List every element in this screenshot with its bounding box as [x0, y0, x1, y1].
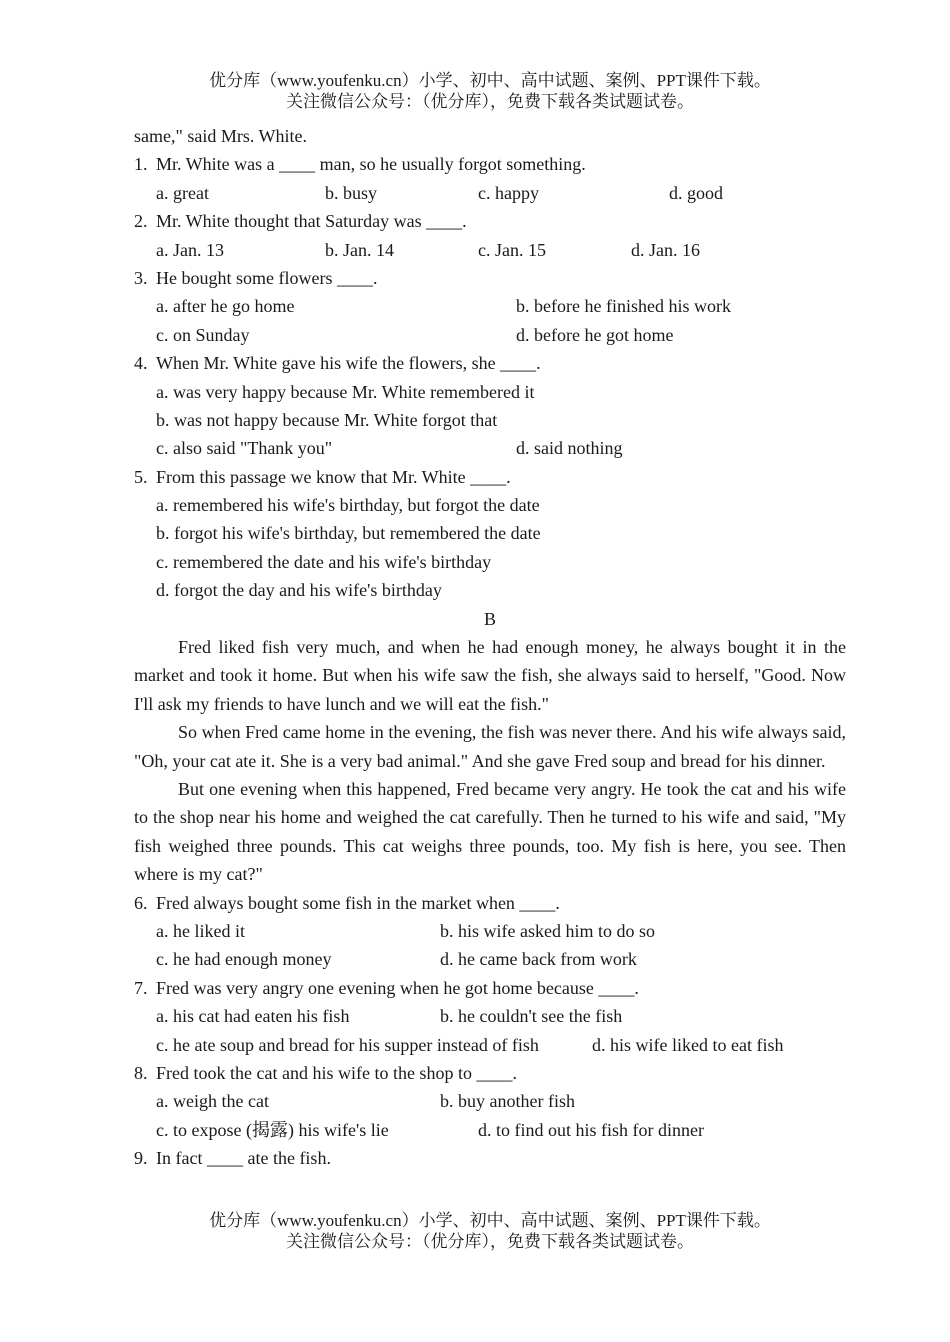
question-text: Mr. White thought that Saturday was ____. [156, 211, 467, 232]
question-4-option-b-line [134, 406, 846, 434]
question-text: Fred always bought some fish in the market when ____. [156, 892, 560, 913]
question-5-option-b-line [134, 519, 846, 547]
option-c: c. on Sunday [156, 324, 250, 345]
option-b: b. forgot his wife's birthday, but remembered the date [156, 523, 541, 544]
option-d: d. said nothing [516, 438, 623, 459]
question-3 [134, 264, 846, 292]
option-c: c. also said "Thank you" [156, 438, 333, 459]
question-number: 3. [134, 267, 148, 288]
option-d: d. good [669, 182, 723, 203]
option-b: b. was not happy because Mr. White forgot that [156, 409, 498, 430]
question-6-options-cd [134, 945, 846, 973]
option-b: b. busy [325, 182, 378, 203]
question-text: Mr. White was a ____ man, so he usually forgot something. [156, 154, 586, 175]
option-a: a. after he go home [156, 296, 295, 317]
option-b: b. his wife asked him to do so [440, 921, 655, 942]
question-3-options-cd [134, 321, 846, 349]
question-4-option-a-line [134, 378, 846, 406]
passage-paragraph-3: But one evening when this happened, Fred became very angry. He took the cat and his wife to the shop near his home and weighed the cat carefully. Then he turned to his wife and said, "My fish weighed three pounds. This cat weighs three pounds, too. My fish is here, you see. Then where is my cat?" [134, 779, 846, 885]
question-number: 5. [134, 466, 148, 487]
option-d: d. he came back from work [440, 949, 637, 970]
option-b: b. before he finished his work [516, 296, 731, 317]
question-text: Fred took the cat and his wife to the shop to ____. [156, 1063, 517, 1084]
question-number: 8. [134, 1063, 148, 1084]
question-number: 4. [134, 353, 148, 374]
option-b: b. buy another fish [440, 1091, 575, 1112]
option-d: d. his wife liked to eat fish [592, 1034, 784, 1055]
document-body [134, 122, 846, 1173]
option-d: d. Jan. 16 [631, 239, 700, 260]
question-5-option-d-line [134, 576, 846, 604]
option-c: c. to expose (揭露) his wife's lie [156, 1119, 389, 1140]
intro-line: same," said Mrs. White. [134, 126, 307, 146]
option-b: b. he couldn't see the fish [440, 1006, 623, 1027]
question-7-options-cd [134, 1031, 846, 1059]
option-a: a. he liked it [156, 921, 245, 942]
question-7 [134, 974, 846, 1002]
page-footer-line-2: 关注微信公众号：（优分库），免费下载各类试题试卷。 [286, 1232, 694, 1251]
question-text: In fact ____ ate the fish. [156, 1148, 331, 1169]
option-d: d. before he got home [516, 324, 674, 345]
option-a: a. his cat had eaten his fish [156, 1006, 350, 1027]
option-a: a. great [156, 182, 209, 203]
question-3-options-ab [134, 292, 846, 320]
option-a: a. weigh the cat [156, 1091, 269, 1112]
question-number: 9. [134, 1148, 148, 1169]
question-5-option-a-line [134, 491, 846, 519]
option-b: b. Jan. 14 [325, 239, 394, 260]
question-4-options-cd [134, 434, 846, 462]
option-c: c. remembered the date and his wife's birthday [156, 551, 492, 572]
page-footer-line-1: 优分库（www.youfenku.cn）小学、初中、高中试题、案例、PPT课件下载。 [209, 1211, 771, 1230]
question-2-options [134, 236, 846, 264]
question-number: 2. [134, 211, 148, 232]
question-text: From this passage we know that Mr. White ____. [156, 466, 511, 487]
option-c: c. Jan. 15 [478, 239, 546, 260]
page-header-line-2: 关注微信公众号：（优分库），免费下载各类试题试卷。 [286, 92, 694, 111]
question-6-options-ab [134, 917, 846, 945]
question-7-options-ab [134, 1002, 846, 1030]
question-number: 1. [134, 154, 148, 175]
question-5 [134, 463, 846, 491]
option-c: c. he had enough money [156, 949, 332, 970]
question-number: 6. [134, 892, 148, 913]
passage-paragraph-1: Fred liked fish very much, and when he had enough money, he always bought it in the market and took it home. But when his wife saw the fish, she always said to herself, "Good. Now I'll ask my friends to have lunch and we will eat the fish." [134, 637, 846, 714]
option-a: a. was very happy because Mr. White remembered it [156, 381, 535, 402]
question-8-options-cd [134, 1116, 846, 1144]
question-2 [134, 207, 846, 235]
option-d: d. forgot the day and his wife's birthday [156, 580, 442, 601]
question-text: He bought some flowers ____. [156, 267, 378, 288]
question-4 [134, 349, 846, 377]
option-a: a. Jan. 13 [156, 239, 224, 260]
option-a: a. remembered his wife's birthday, but forgot the date [156, 495, 540, 516]
question-6 [134, 889, 846, 917]
option-d: d. to find out his fish for dinner [478, 1119, 704, 1140]
option-c: c. he ate soup and bread for his supper instead of fish [156, 1034, 539, 1055]
section-b-title: B [483, 608, 496, 629]
question-5-option-c-line [134, 548, 846, 576]
question-8 [134, 1059, 846, 1087]
question-number: 7. [134, 977, 148, 998]
question-9 [134, 1144, 846, 1172]
question-1-options [134, 179, 846, 207]
page-header-line-1: 优分库（www.youfenku.cn）小学、初中、高中试题、案例、PPT课件下载。 [209, 71, 771, 90]
question-1 [134, 150, 846, 178]
question-8-options-ab [134, 1087, 846, 1115]
passage-paragraph-2: So when Fred came home in the evening, the fish was never there. And his wife always said, "Oh, your cat ate it. She is a very bad animal." And she gave Fred soup and bread for his dinner. [134, 722, 846, 771]
option-c: c. happy [478, 182, 539, 203]
question-text: Fred was very angry one evening when he got home because ____. [156, 977, 639, 998]
question-text: When Mr. White gave his wife the flowers, she ____. [156, 353, 541, 374]
